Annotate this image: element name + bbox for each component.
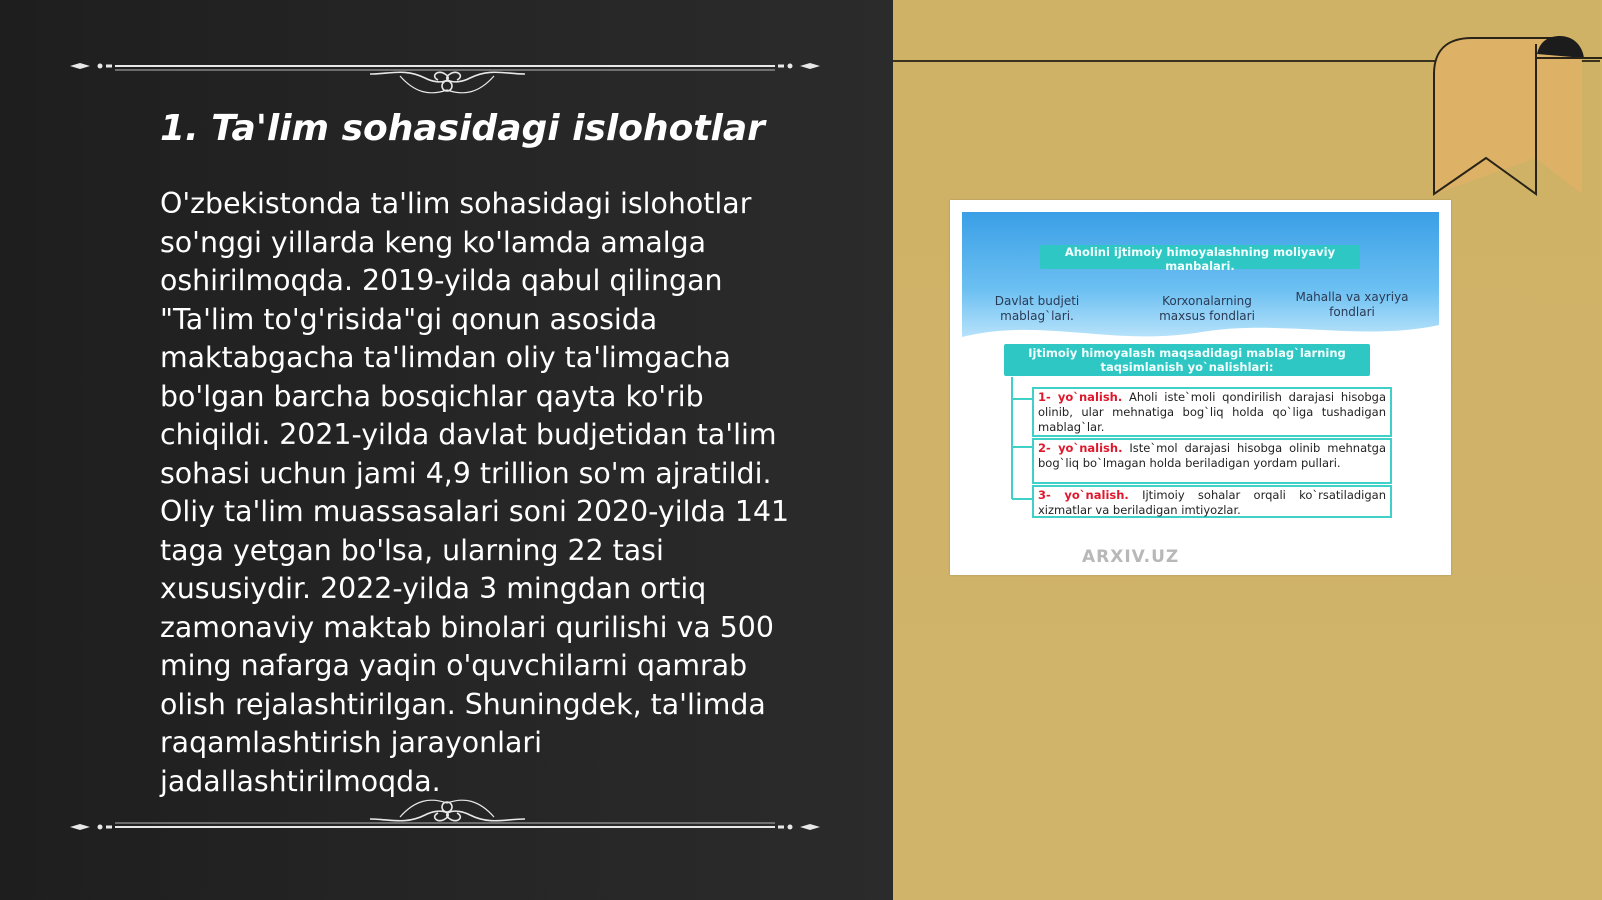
diagram-direction-1: [1032, 387, 1392, 437]
diagram-direction-3: [1032, 485, 1392, 518]
diagram-source-enterprise-funds: Korxonalarning maxsus fondlari: [1159, 294, 1255, 323]
embedded-diagram-image: [950, 200, 1451, 575]
diagram-source-charity-funds: Mahalla va xayriya fondlari: [1295, 290, 1409, 319]
ornament-divider-top: [60, 38, 830, 98]
diagram-content: [962, 212, 1439, 567]
direction-number: 3- yo`nalish.: [1038, 488, 1129, 502]
slide-body-text: O'zbekistonda ta'lim sohasidagi islohotlar so'nggi yillarda keng ko'lamda amalga oshirilmoqda. 2019-yilda qabul qilingan "Ta'lim to'g'risida"gi qonun asosida maktabgacha ta'limdan oliy ta'limgacha bo'lgan barcha bosqichlar qayta ko'rib chiqildi. 2021-yilda davlat budjetidan ta'lim sohasi uchun jami 4,9 trillion so'm ajratildi. Oliy ta'lim muassasalari soni 2020-yilda 141 taga yetgan bo'lsa, ularning 22 tasi xususiydir. 2022-yilda 3 mingdan ortiq zamonaviy maktab binolari qurilishi va 500 ming nafarga yaqin o'quvchilarni qamrab olish rejalashtirilgan. Shuningdek, ta'limda raqamlashtirish jarayonlari jadallashtirilmoqda.: [160, 187, 790, 798]
direction-number: 2- yo`nalish.: [1038, 441, 1123, 455]
direction-text: Ijtimoiy sohalar orqali ko`rsatiladigan xizmatlar va beriladigan imtiyozlar.: [1038, 488, 1386, 517]
bookmark-ribbon-icon: [1432, 34, 1602, 204]
direction-text: Iste`mol darajasi hisobga olinib mehnatga bog`liq bo`lmagan holda beriladigan yordam pullari.: [1038, 441, 1387, 470]
diagram-direction-2: [1032, 438, 1392, 484]
direction-number: 1- yo`nalish.: [1038, 390, 1123, 404]
direction-text: Aholi iste`moli qondirilish darajasi hisobga olinib, ular mehnatiga bog`liq holda qo`liga tushadigan mablag`lar.: [1038, 390, 1387, 434]
diagram-subheader-label: Ijtimoiy himoyalash maqsadidagi mablag`larning taqsimlanish yo`nalishlari:: [1004, 344, 1370, 376]
slide-title: 1. Ta'lim sohasidagi islohotlar: [160, 108, 765, 149]
diagram-source-state-budget: Davlat budjeti mablag`lari.: [994, 294, 1080, 323]
ornament-divider-bottom: [60, 795, 830, 855]
image-watermark: ARXIV.UZ: [1082, 547, 1180, 567]
diagram-header-label: Aholini ijtimoiy himoyalashning moliyaviy manbalari.: [1040, 245, 1360, 269]
